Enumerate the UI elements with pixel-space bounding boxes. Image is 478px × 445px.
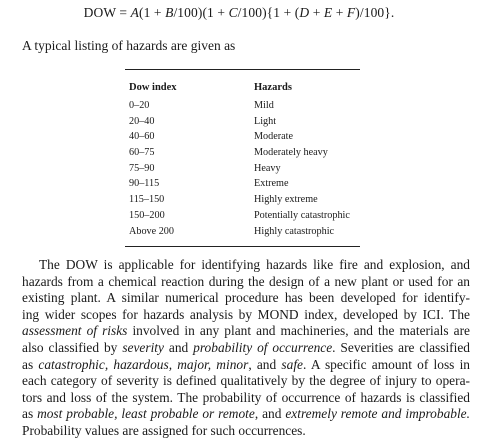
table-body bbox=[125, 98, 360, 239]
paragraph-line: Probability values are assigned for such occurrences. bbox=[22, 422, 306, 438]
cell-hazard: Mild bbox=[254, 100, 274, 111]
cell-dow-index: 0–20 bbox=[129, 100, 150, 111]
paragraph-line: tors and loss of the system. The probability of occurrence of hazards is classified bbox=[22, 389, 470, 405]
paragraph-line: as catastrophic, hazardous, major, minor, and safe. A specific amount of loss in bbox=[22, 356, 470, 372]
cell-dow-index: 60–75 bbox=[129, 147, 155, 159]
header-dow-index: Dow index bbox=[129, 82, 177, 93]
emphasis-text: assessment of risks bbox=[22, 323, 128, 339]
cell-hazard: Moderately heavy bbox=[254, 147, 328, 159]
cell-hazard: Extreme bbox=[254, 178, 289, 190]
emphasis-text: most probable, least probable or remote bbox=[37, 406, 255, 422]
paragraph-line: each category of severity is defined qualitatively by the degree of injury to opera- bbox=[22, 373, 470, 389]
paragraph-line: assessment of risks involved in any plant and machineries, and the materials are bbox=[22, 323, 470, 339]
table-row bbox=[125, 224, 360, 240]
table-row bbox=[125, 176, 360, 192]
cell-dow-index: 20–40 bbox=[129, 115, 155, 127]
cell-dow-index: 40–60 bbox=[129, 131, 155, 143]
cell-dow-index: Above 200 bbox=[129, 225, 174, 237]
table-row bbox=[125, 208, 360, 224]
table-header bbox=[125, 79, 360, 96]
header-hazards: Hazards bbox=[254, 82, 292, 93]
cell-hazard: Highly catastrophic bbox=[254, 225, 335, 237]
cell-dow-index: 90–115 bbox=[129, 178, 160, 190]
emphasis-text: probability of occurrence bbox=[193, 339, 333, 355]
cell-hazard: Moderate bbox=[254, 131, 294, 143]
table-row bbox=[125, 161, 360, 177]
emphasis-text: safe bbox=[281, 356, 303, 372]
table-top-rule bbox=[125, 69, 360, 70]
cell-dow-index: 75–90 bbox=[129, 162, 155, 174]
table-row bbox=[125, 129, 360, 145]
intro-text: A typical listing of hazards are given as bbox=[22, 38, 236, 53]
table-bottom-rule bbox=[125, 246, 360, 247]
cell-hazard: Light bbox=[254, 115, 277, 127]
paragraph-line: ing wider scopes for hazards analysis by MOND index, developed by ICI. The bbox=[22, 306, 470, 322]
emphasis-text: extremely remote and improbable. bbox=[285, 406, 470, 422]
paragraph-line: as most probable, least probable or remote, and extremely remote and improbable. bbox=[22, 406, 470, 422]
cell-dow-index: 150–200 bbox=[129, 209, 165, 221]
table-row bbox=[125, 145, 360, 161]
paragraph-line: The DOW is applicable for identifying hazards like fire and explosion, and bbox=[39, 257, 470, 272]
paragraph-line: existing plant. A similar numerical procedure has been developed for identify- bbox=[22, 290, 470, 306]
emphasis-text: catastrophic, hazardous, major, minor bbox=[38, 356, 249, 372]
paragraph-line: hazards from a chemical reaction during the design of a new plant or used for an bbox=[22, 273, 470, 289]
hazard-table bbox=[125, 69, 360, 247]
cell-hazard: Heavy bbox=[254, 162, 281, 174]
body-paragraph bbox=[22, 257, 470, 440]
table-row bbox=[125, 192, 360, 208]
cell-hazard: Potentially catastrophic bbox=[254, 209, 350, 221]
table-row bbox=[125, 98, 360, 114]
paragraph-line: also classified by severity and probability of occurrence. Severities are classified bbox=[22, 339, 470, 355]
cell-dow-index: 115–150 bbox=[129, 194, 165, 206]
cell-hazard: Highly extreme bbox=[254, 194, 318, 206]
table-row bbox=[125, 114, 360, 130]
dow-formula: DOW = A(1 + B/100)(1 + C/100){1 + (D + E + F)/100}. bbox=[83, 5, 395, 20]
emphasis-text: severity bbox=[122, 339, 164, 355]
